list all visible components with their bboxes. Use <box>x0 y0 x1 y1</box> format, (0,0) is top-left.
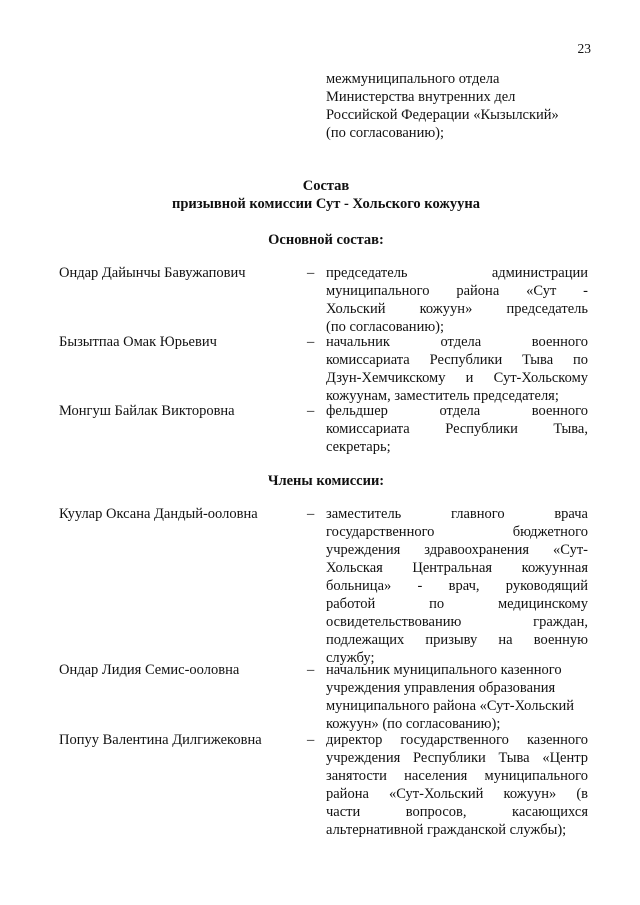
dash: – <box>307 403 315 419</box>
role-line: службу; <box>326 650 375 666</box>
role-line: государственного бюджетного <box>326 524 588 540</box>
role-line: части вопросов, касающихся <box>326 804 588 820</box>
role-line: комиссариата Республики Тыва, <box>326 421 588 437</box>
role-line: кожуунам, заместитель председателя; <box>326 388 559 404</box>
page-number: 23 <box>577 41 591 56</box>
member-name: Попуу Валентина Дилгижековна <box>59 732 262 748</box>
role-line: Хольский кожуун» председатель <box>326 301 588 317</box>
dash: – <box>307 334 315 350</box>
member-role <box>326 505 588 667</box>
dash: – <box>307 662 315 678</box>
continuation-line: Российской Федерации «Кызылский» <box>326 107 559 123</box>
main-composition-heading: Основной состав: <box>268 232 384 248</box>
role-line: района «Сут-Хольский кожуун» (в <box>326 786 588 802</box>
role-line: директор государственного казенного <box>326 732 588 748</box>
role-line: альтернативной гражданской службы); <box>326 822 567 838</box>
member-name: Бызытпаа Омак Юрьевич <box>59 334 217 350</box>
role-line: Дзун-Хемчикскому и Сут-Хольскому <box>326 370 588 386</box>
role-line: начальник муниципального казенного <box>326 662 562 678</box>
title-line: призывной комиссии Сут - Хольского кожууна <box>172 196 480 212</box>
member-role <box>326 264 588 336</box>
role-line: фельдшер отдела военного <box>326 403 588 419</box>
role-line: подлежащих призыву на военную <box>326 632 588 648</box>
role-line: Хольская Центральная кожуунная <box>326 560 588 576</box>
dash: – <box>307 732 315 748</box>
member-name: Ондар Дайынчы Бавужапович <box>59 265 246 281</box>
member-name: Ондар Лидия Семис-ооловна <box>59 662 240 678</box>
role-line: комиссариата Республики Тыва по <box>326 352 588 368</box>
role-line: начальник отдела военного <box>326 334 588 350</box>
member-role <box>326 731 588 839</box>
role-line: (по согласованию); <box>326 319 445 335</box>
role-line: учреждения Республики Тыва «Центр <box>326 750 588 766</box>
role-line: председатель администрации <box>326 265 588 281</box>
continuation-line: межмуниципального отдела <box>326 71 500 87</box>
role-line: секретарь; <box>326 439 391 455</box>
title-line: Состав <box>302 178 350 194</box>
role-line: больница» - врач, руководящий <box>326 578 588 594</box>
dash: – <box>307 265 315 281</box>
member-name: Монгуш Байлак Викторовна <box>59 403 235 419</box>
member-role <box>326 333 588 405</box>
role-line: кожуун» (по согласованию); <box>326 716 501 732</box>
member-role <box>326 402 588 456</box>
role-line: муниципального района «Сут-Хольский <box>326 698 575 714</box>
role-line: заместитель главного врача <box>326 506 588 522</box>
role-line: освидетельствованию граждан, <box>326 614 588 630</box>
member-name: Куулар Оксана Дандый-ооловна <box>59 506 258 522</box>
member-role <box>326 661 588 733</box>
continuation-line: (по согласованию); <box>326 125 445 141</box>
role-line: занятости населения муниципального <box>326 768 588 784</box>
role-line: учреждения управления образования <box>326 680 556 696</box>
continuation-line: Министерства внутренних дел <box>326 89 516 105</box>
role-line: муниципального района «Сут - <box>326 283 588 299</box>
continuation-text <box>326 70 588 142</box>
dash: – <box>307 506 315 522</box>
commission-members-heading: Члены комиссии: <box>267 473 385 489</box>
document-title <box>0 177 640 213</box>
role-line: учреждения здравоохранения «Сут- <box>326 542 588 558</box>
role-line: работой по медицинскому <box>326 596 588 612</box>
